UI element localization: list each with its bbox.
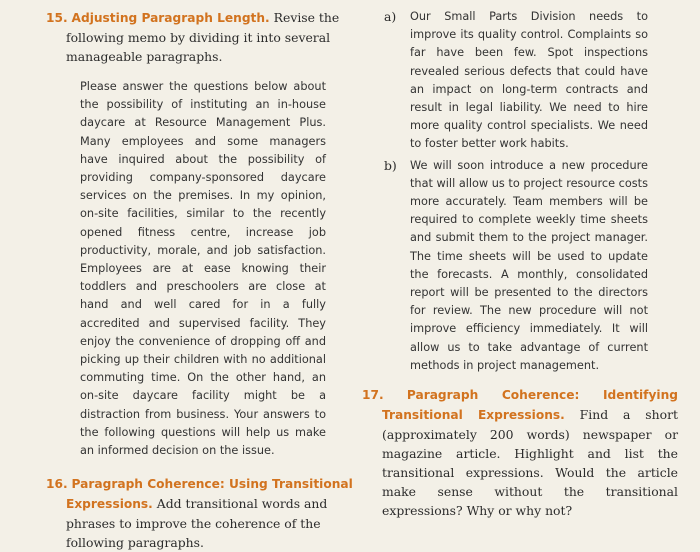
right-column [362,8,678,520]
exercise-15 [46,8,358,66]
item-a-label: a) [384,9,397,24]
item-a-text: Our Small Parts Division needs to improve its quality control. Complaints so far have been few. Spot inspections revealed serious defects that could have an impact on long-term contracts and result in legal liability. We need to hire more quality control specialists. We need to foster better work habits. [410,10,648,151]
item-b-text: We will soon introduce a new procedure that will allow us to project resource costs more accurately. Team members will be required to complete weekly time sheets and submit them to the project manager. The time sheets will be used to update the forecasts. A monthly, consolidated report will be presented to the directors for review. The new procedure will not improve efficiency immediately. It will allow us to take advantage of current methods in project management. [410,158,648,372]
exercise-16-title: Paragraph Coherence: Using Transitional Expressions. [66,477,353,512]
exercise-16 [46,474,358,552]
exercise-17 [362,385,678,520]
exercise-15-number: 15. [46,11,68,25]
exercise-17-number: 17. [362,388,384,403]
left-column [46,8,358,552]
list-item [378,8,678,154]
exercise-17-title: Paragraph Coherence: Identifying Transitional Expressions. [382,388,678,423]
exercise-16-number: 16. [46,477,68,492]
memo-text: Please answer the questions below about the possibility of instituting an in-house daycare at Resource Management Plus. Many employees and some managers have inquired about the possibility of providing company-sponsored daycare services on the premises. In my opinion, on-site facilities, similar to the recently opened fitness centre, increase job productivity, morale, and job satisfaction. Employees are at ease knowing their toddlers and preschoolers are close at hand and well cared for in a fully accredited and supervised facility. They enjoy the convenience of dropping off and picking up their children with no additional commuting time. On the other hand, an on-site daycare facility might be a distraction from business. Your answers to the following questions will help us make an informed decision on the issue. [80,80,326,458]
list-item [378,157,678,375]
item-b-label: b) [384,157,397,173]
exercise-15-title: Adjusting Paragraph Length. [71,11,270,25]
exercise-17-instruction: Find a short (approximately 200 words) newspaper or magazine article. Highlight and list the transitional expressions. Would the article make sense without the transitional expressions? Why or why not? [382,407,678,519]
exercise-15-instruction: Revise the following memo by dividing it into several manageable paragraphs. [66,10,340,64]
exercise-16-instruction: Add transitional words and phrases to improve the coherence of the following paragraphs. [66,496,328,551]
